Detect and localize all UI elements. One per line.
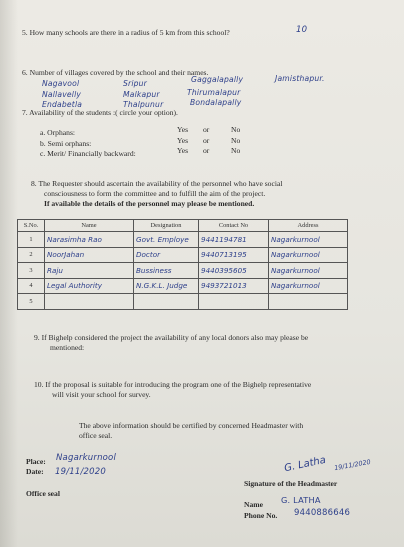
table-row [18,232,348,248]
person-name [45,294,134,310]
column-header: Name [45,220,134,232]
village-name: Thalpunur [123,100,164,109]
question-8-line-1: 8. The Requester should ascertain the availability of the personnel who have social [31,179,283,188]
person-name: Raju [45,263,134,279]
table-header-row [18,220,348,232]
village-name: Endabetla [42,100,83,109]
person-name: NoorJahan [45,247,134,263]
personnel-table [17,219,348,310]
person-contact [199,294,269,310]
question-8-line-2: consciousness to form the committee and to fulfill the aim of the project. [44,189,266,198]
place-value: Nagarkurnool [56,453,117,463]
person-name: Narasimha Rao [45,232,134,248]
column-header: S.No. [18,220,45,232]
option-label: b. Semi orphans: [40,139,92,148]
village-name: Bondalapally [190,98,242,107]
option-yes: Yes [177,125,189,134]
person-name: Legal Authority [45,278,134,294]
signature-date: 19/11/2020 [333,457,372,473]
question-6-text: 6. Number of villages covered by the school and their names. [22,68,209,77]
phone-label: Phone No. [244,511,278,520]
person-address: Nagarkurnool [269,232,348,248]
date-value: 19/11/2020 [55,467,106,477]
serial-number: 4 [18,278,45,294]
column-header: Address [269,220,348,232]
person-contact: 9440395605 [199,263,269,279]
village-name: Thirumalapur [187,88,241,97]
serial-number: 5 [18,294,45,310]
village-name: Nallavelly [42,90,82,99]
name-label: Name [244,500,263,509]
question-5-answer: 10 [296,25,308,35]
person-designation: Govt. Employe [134,232,199,248]
date-label: Date: [26,467,44,476]
serial-number: 2 [18,247,45,263]
option-or: or [203,136,210,145]
question-5-text: 5. How many schools are there in a radius of 5 km from this school? [22,28,230,37]
village-name: Malkapur [123,90,160,99]
option-yes: Yes [177,146,189,155]
page-edge-shadow [0,0,18,547]
person-address: Nagarkurnool [269,278,348,294]
option-or: or [203,125,210,134]
serial-number: 1 [18,232,45,248]
office-seal-label: Office seal [26,489,60,498]
option-no: No [231,125,241,134]
question-9-line-2: mentioned: [50,343,85,352]
person-contact: 9493721013 [199,278,269,294]
option-label: c. Merit/ Financially backward: [40,149,136,158]
option-no: No [231,136,241,145]
question-7-text: 7. Availability of the students :( circle your option). [22,108,178,117]
phone-value: 9440886646 [294,508,351,518]
certify-line-2: office seal. [79,431,113,440]
person-contact: 9440713195 [199,247,269,263]
person-contact: 9441194781 [199,232,269,248]
table-row [18,263,348,279]
person-designation: N.G.K.L. Judge [134,278,199,294]
village-name: Sripur [123,79,148,88]
person-designation: Bussiness [134,263,199,279]
question-5 [22,28,230,37]
question-10-line-2: will visit your school for survey. [52,390,151,399]
table-row [18,278,348,294]
certify-line-1: The above information should be certified by concerned Headmaster with [79,421,304,430]
headmaster-signature: G. Latha [283,454,327,475]
table-row [18,247,348,263]
place-label: Place: [26,457,46,466]
table-row [18,294,348,310]
village-name: Nagavool [42,79,80,88]
option-yes: Yes [177,136,189,145]
name-value: G. LATHA [281,495,321,505]
question-10-line-1: 10. If the proposal is suitable for introducing the program one of the Bighelp representative [34,380,312,389]
option-no: No [231,146,241,155]
person-address: Nagarkurnool [269,247,348,263]
option-or: or [203,146,210,155]
village-name: Gaggalapally [191,75,244,84]
question-9-line-1: 9. If Bighelp considered the project the availability of any local donors also may please be [34,333,309,342]
serial-number: 3 [18,263,45,279]
question-8-line-3: If available the details of the personnel may please be mentioned. [44,199,255,208]
option-label: a. Orphans: [40,128,76,137]
person-address: Nagarkurnool [269,263,348,279]
person-address [269,294,348,310]
person-designation [134,294,199,310]
signature-label: Signature of the Headmaster [244,479,338,488]
column-header: Contact No [199,220,269,232]
column-header: Designation [134,220,199,232]
village-name: Jamisthapur. [275,74,325,83]
person-designation: Doctor [134,247,199,263]
